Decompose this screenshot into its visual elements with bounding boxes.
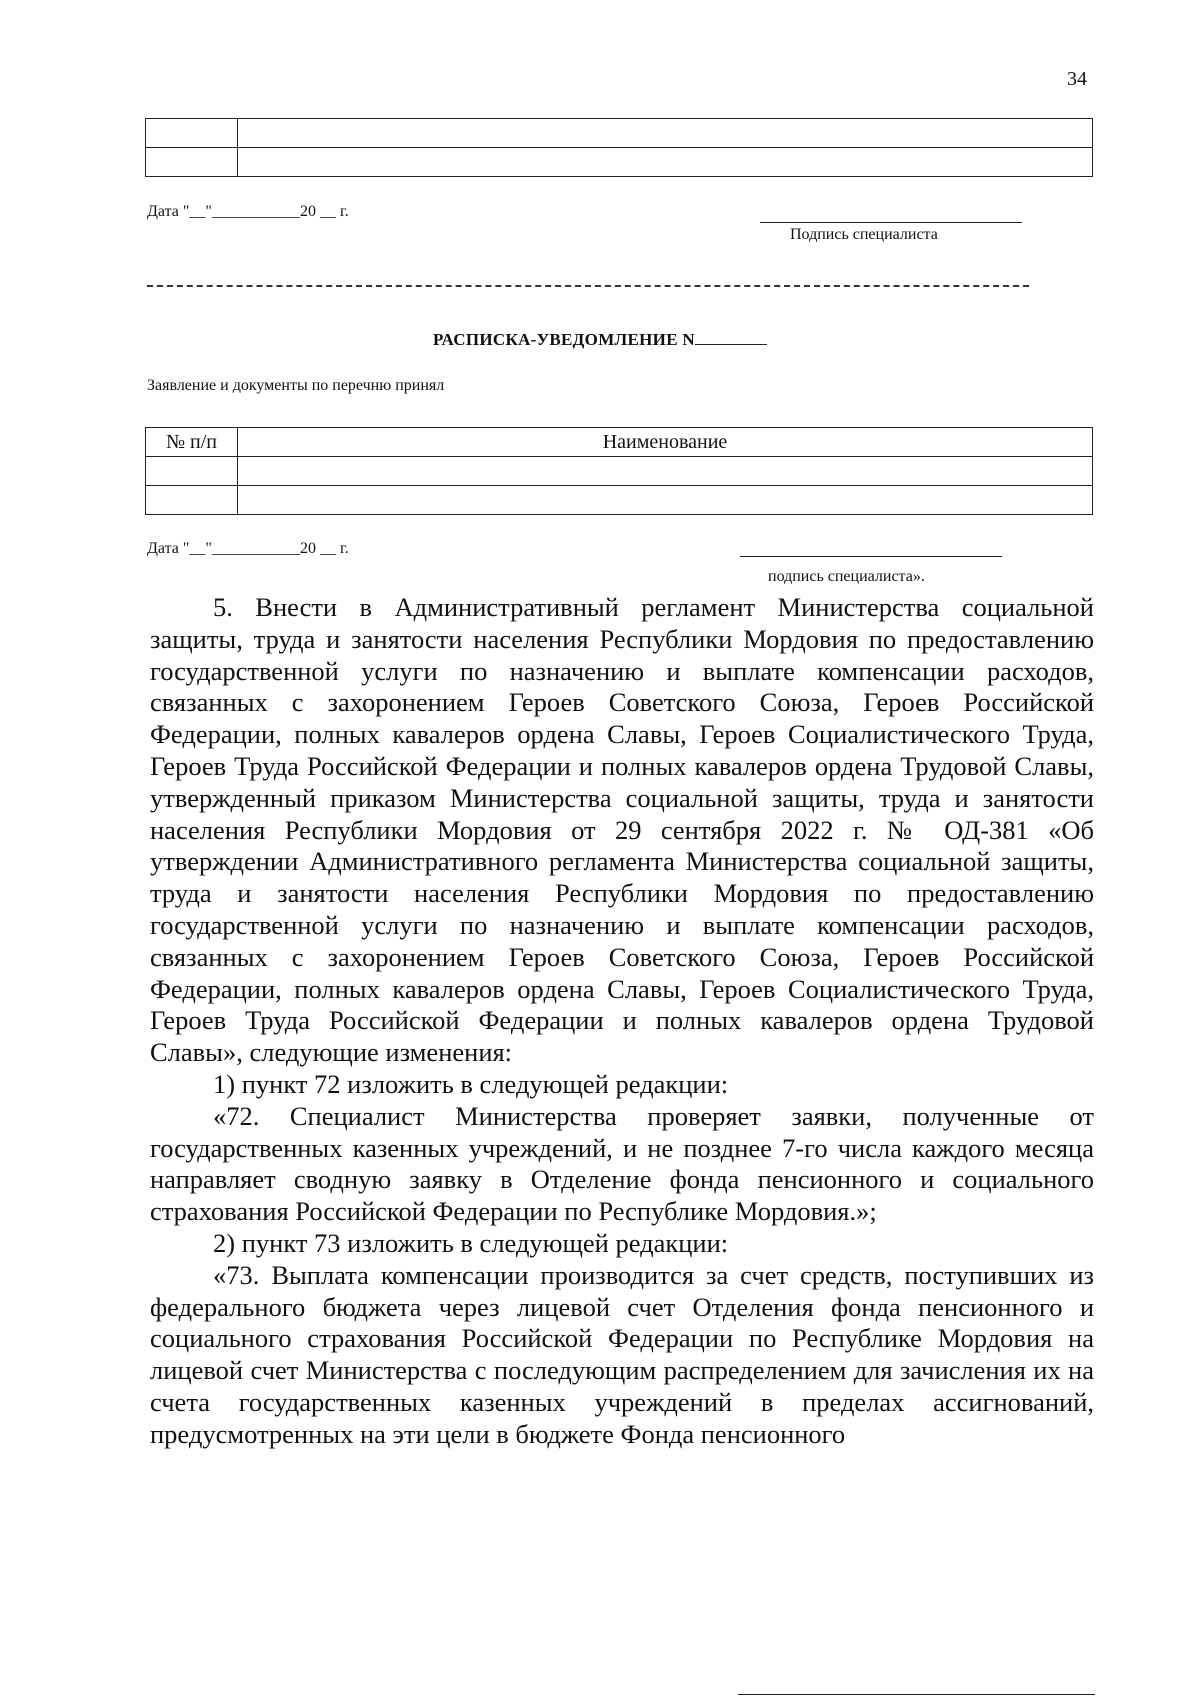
document-body — [150, 592, 1094, 1451]
table-row — [146, 148, 1093, 177]
signature-line-2 — [740, 556, 1002, 557]
receipt-heading — [0, 330, 1200, 350]
table-cell — [146, 148, 238, 177]
page-number: 34 — [1067, 68, 1087, 90]
accepted-label: Заявление и документы по перечню принял — [147, 377, 445, 394]
table-cell — [238, 148, 1093, 177]
header-cell-number: № п/п — [146, 428, 238, 457]
receipt-heading-text: РАСПИСКА-УВЕДОМЛЕНИЕ N — [433, 330, 695, 349]
receipt-number-blank — [695, 330, 767, 345]
footer-line — [738, 1694, 1095, 1695]
receipt-table — [145, 427, 1093, 515]
header-cell-name: Наименование — [238, 428, 1093, 457]
table-cell — [146, 119, 238, 148]
table-cell — [238, 486, 1093, 515]
table-header-row — [146, 428, 1093, 457]
paragraph: 2) пункт 73 изложить в следующей редакции: — [213, 1227, 729, 1258]
paragraph: 1) пункт 72 изложить в следующей редакции: — [213, 1068, 729, 1099]
table-cell — [238, 119, 1093, 148]
table-cell — [146, 486, 238, 515]
cut-line — [147, 285, 1029, 287]
date-line-1: Дата "__"___________20 __ г. — [147, 203, 349, 220]
table-row — [146, 486, 1093, 515]
date-line-2: Дата "__"___________20 __ г. — [147, 540, 349, 557]
table-cell — [146, 457, 238, 486]
signature-label-2: подпись специалиста». — [768, 568, 925, 585]
table-row — [146, 457, 1093, 486]
signature-line-1 — [760, 222, 1022, 223]
paragraph: «73. Выплата компенсации производится за счет средств, поступивших из федерального бюджета через лицевой счет Отделения фонда пенсионного и социального страхования Российской Федерации по Республике Мордовия на лицевой счет Министерства с последующим распределением для зачисления их на счета государственных казенных учреждений в пределах ассигнований, предусмотренных на эти цели в бюджете Фонда пенсионного — [150, 1259, 1094, 1449]
signature-label-1: Подпись специалиста — [790, 226, 938, 243]
table-cell — [238, 457, 1093, 486]
paragraph: 5. Внести в Административный регламент Министерства социальной защиты, труда и занятости населения Республики Мордовия по предоставлению государственной услуги по назначению и выплате компенсации расходов, связанных с захоронением Героев Советского Союза, Героев Российской Федерации, полных кавалеров ордена Славы, Героев Социалистического Труда, Героев Труда Российской Федерации и полных кавалеров ордена Трудовой Славы, утвержденный приказом Министерства социальной защиты, труда и занятости населения Республики Мордовия от 29 сентября 2022 г. № ОД-381 «Об утверждении Административного регламента Министерства социальной защиты, труда и занятости населения Республики Мордовия по предоставлению государственной услуги по назначению и выплате компенсации расходов, связанных с захоронением Героев Советского Союза, Героев Российской Федерации, полных кавалеров ордена Славы, Героев Социалистического Труда, Героев Труда Российской Федерации и полных кавалеров ордена Трудовой Славы», следующие изменения: — [150, 592, 1094, 1068]
top-table — [145, 118, 1093, 177]
table-row — [146, 119, 1093, 148]
paragraph: «72. Специалист Министерства проверяет заявки, полученные от государственных казенных учреждений, и не позднее 7-го числа каждого месяца направляет сводную заявку в Отделение фонда пенсионного и социального страхования Российской Федерации по Республике Мордовия.»; — [150, 1100, 1094, 1227]
